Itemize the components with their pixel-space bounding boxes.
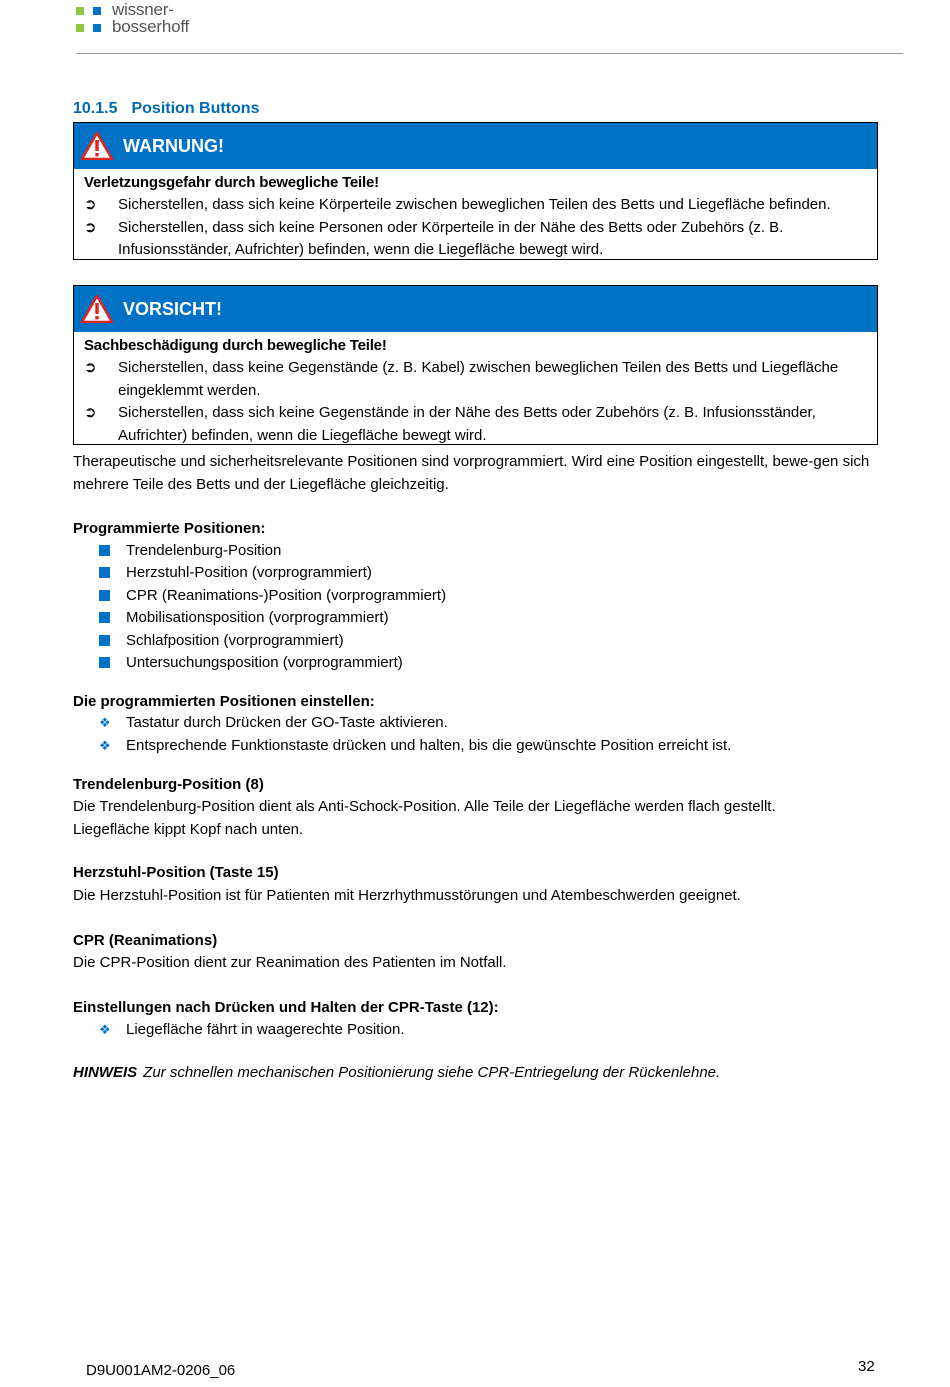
list-item — [99, 540, 446, 562]
square-bullet-icon — [99, 567, 110, 578]
list-item — [99, 630, 446, 652]
caution-item — [84, 402, 867, 447]
caution-banner — [74, 286, 877, 332]
caution-item-text: Sicherstellen, dass sich keine Gegenstände in der Nähe des Betts oder Zubehörs (z. B. Infusionsständer, Aufrichter) befinden, wenn die Liegefläche bewegt wird. — [118, 404, 816, 444]
page-number: 32 — [858, 1358, 875, 1375]
warning-item — [84, 217, 867, 262]
warning-title: WARNUNG! — [123, 135, 224, 156]
warning-item-text: Sicherstellen, dass sich keine Personen oder Körperteile in der Nähe des Betts oder Zubehörs (z. B. Infusionsständer, Aufrichter) befinden, wenn die Liegefläche bewegt wird. — [118, 218, 784, 258]
list-item-text: Herzstuhl-Position (vorprogrammiert) — [126, 564, 372, 582]
warning-subtitle: Verletzungsgefahr durch bewegliche Teile! — [84, 174, 379, 191]
warning-item-text: Sicherstellen, dass sich keine Körperteile zwischen beweglichen Teilen des Betts und Liegefläche befinden. — [118, 196, 831, 213]
set-positions-heading: Die programmierten Positionen einstellen: — [73, 693, 375, 710]
caution-box — [73, 285, 878, 445]
set-positions-list — [99, 712, 731, 757]
herzstuhl-text: Die Herzstuhl-Position ist für Patienten mit Herzrhythmusstörungen und Atembeschwerden geeignet. — [73, 887, 741, 904]
section-number: 10.1.5 — [73, 100, 118, 117]
list-item — [99, 607, 446, 629]
section-title — [73, 100, 259, 118]
logo-square-blue-2 — [93, 24, 101, 32]
warning-triangle-icon — [81, 132, 113, 160]
diamond-bullet-icon: ❖ — [99, 1022, 111, 1037]
trendelenburg-text: Die Trendelenburg-Position dient als Anti-Schock-Position. Alle Teile der Liegefläche werden flach gestellt. Liegefläche kippt Kopf nach unten. — [73, 798, 776, 838]
list-item-text: Entsprechende Funktionstaste drücken und halten, bis die gewünschte Position erreicht ist. — [126, 736, 732, 754]
arrow-icon: ➲ — [84, 218, 97, 236]
logo-square-green-1 — [76, 7, 84, 15]
arrow-icon: ➲ — [84, 359, 97, 376]
list-item — [99, 562, 446, 584]
note-text: Zur schnellen mechanischen Positionierung siehe CPR-Entriegelung der Rückenlehne. — [143, 1064, 721, 1081]
header-divider — [76, 53, 903, 54]
intro-paragraph: Therapeutische und sicherheitsrelevante Positionen sind vorprogrammiert. Wird eine Position eingestellt, bewe-gen sich mehrere Teile des Betts und der Liegefläche gleichzeitig. — [73, 453, 870, 493]
square-bullet-icon — [99, 590, 110, 601]
section-title-text: Position Buttons — [131, 100, 260, 117]
list-item-text: Untersuchungsposition (vorprogrammiert) — [126, 654, 403, 672]
note-label: HINWEIS — [73, 1064, 138, 1081]
warning-banner — [74, 123, 877, 169]
arrow-icon: ➲ — [84, 196, 97, 213]
programmed-list — [99, 540, 446, 674]
cpr-text: Die CPR-Position dient zur Reanimation des Patienten im Notfall. — [73, 954, 507, 971]
list-item-text: Mobilisationsposition (vorprogrammiert) — [126, 609, 389, 627]
cpr-settings-heading: Einstellungen nach Drücken und Halten der CPR-Taste (12): — [73, 999, 499, 1016]
square-bullet-icon — [99, 657, 110, 668]
list-item-text: Trendelenburg-Position — [126, 542, 282, 559]
note — [73, 1064, 720, 1081]
logo-text-line1: wissner- — [112, 0, 174, 19]
warning-box — [73, 122, 878, 260]
list-item — [99, 652, 446, 674]
list-item-text: Tastatur durch Drücken der GO-Taste aktivieren. — [126, 714, 448, 731]
list-item-text: CPR (Reanimations-)Position (vorprogrammiert) — [126, 586, 447, 604]
herzstuhl-heading: Herzstuhl-Position (Taste 15) — [73, 864, 279, 881]
caution-title: VORSICHT! — [123, 298, 222, 319]
logo-text-line2: bosserhoff — [112, 17, 190, 36]
list-item-text: Liegefläche fährt in waagerechte Position. — [126, 1021, 405, 1038]
document-id: D9U001AM2-0206_06 — [86, 1362, 236, 1379]
trendelenburg-heading: Trendelenburg-Position (8) — [73, 776, 264, 793]
programmed-heading: Programmierte Positionen: — [73, 520, 266, 537]
square-bullet-icon — [99, 635, 110, 646]
company-logo — [76, 2, 236, 36]
logo-square-green-2 — [76, 24, 84, 32]
arrow-icon: ➲ — [84, 404, 97, 421]
cpr-settings-list — [99, 1019, 405, 1042]
diamond-bullet-icon: ❖ — [99, 715, 111, 730]
list-item — [99, 585, 446, 607]
square-bullet-icon — [99, 545, 110, 556]
warning-triangle-icon — [81, 295, 113, 323]
list-item — [99, 735, 731, 758]
caution-item-text: Sicherstellen, dass keine Gegenstände (z. B. Kabel) zwischen beweglichen Teilen des Betts und Liegefläche eingeklemmt werden. — [118, 359, 839, 399]
caution-item — [84, 357, 867, 402]
list-item-text: Schlafposition (vorprogrammiert) — [126, 631, 344, 649]
list-item — [99, 1019, 405, 1042]
warning-item — [84, 194, 867, 217]
diamond-bullet-icon: ❖ — [99, 737, 111, 753]
list-item — [99, 712, 731, 735]
cpr-heading: CPR (Reanimations) — [73, 932, 218, 949]
caution-subtitle: Sachbeschädigung durch bewegliche Teile! — [84, 337, 387, 354]
logo-square-blue-1 — [93, 7, 101, 15]
square-bullet-icon — [99, 612, 110, 623]
